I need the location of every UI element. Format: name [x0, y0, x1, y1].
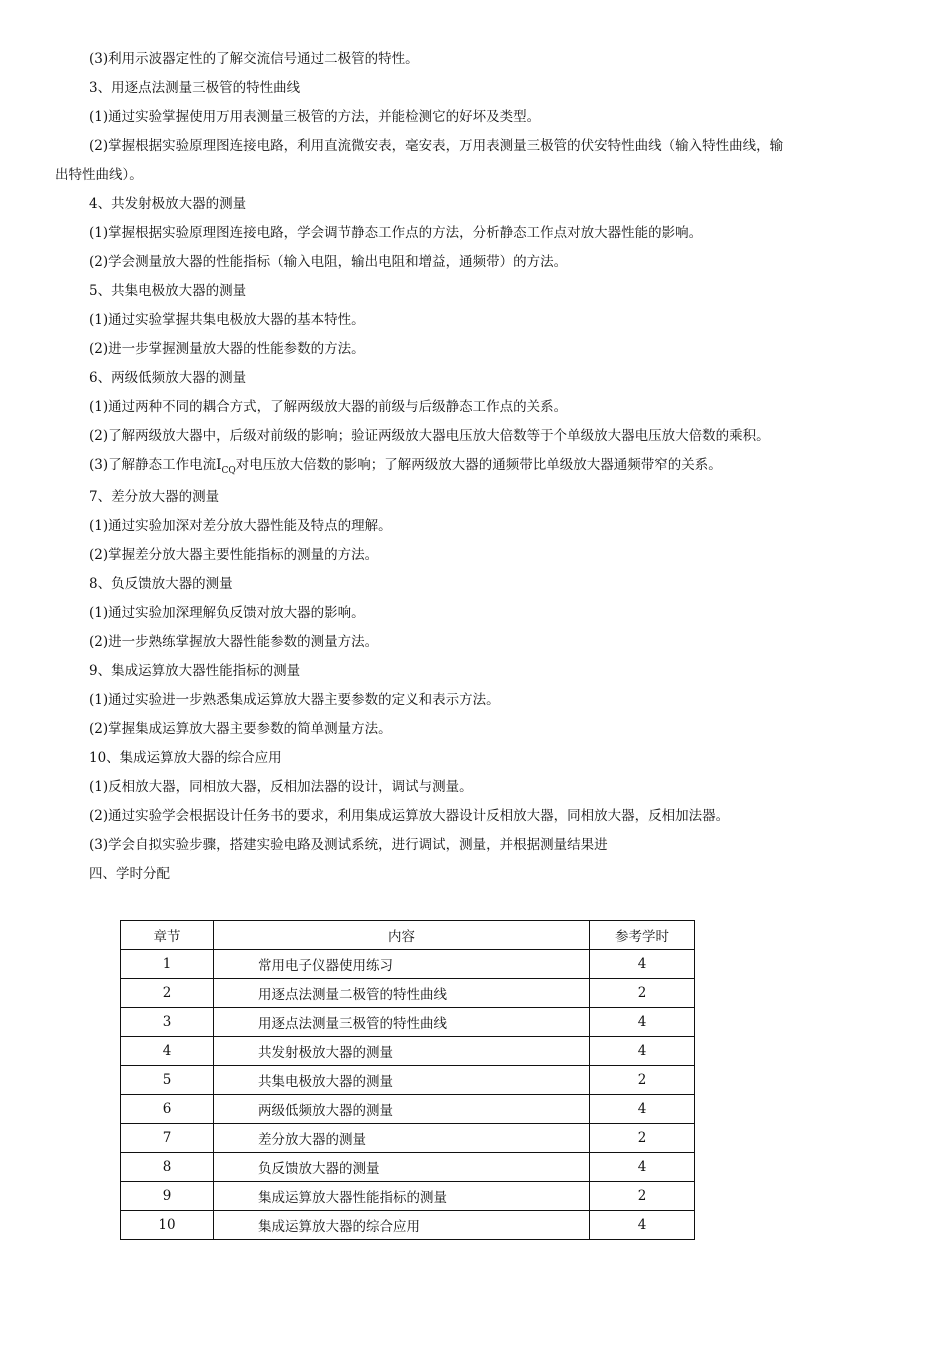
text-line: (2)了解两级放大器中，后级对前级的影响；验证两级放大器电压放大倍数等于个单级放大器电压放大倍数的乘积。 [89, 428, 770, 444]
cell-chapter: 9 [121, 1182, 214, 1211]
header-hours: 参考学时 [590, 921, 695, 950]
text-line: (1)通过实验掌握使用万用表测量三极管的方法，并能检测它的好坏及类型。 [89, 109, 541, 125]
section-heading: 4、共发射极放大器的测量 [89, 196, 247, 212]
cell-hours: 2 [590, 1124, 695, 1153]
cell-content: 集成运算放大器性能指标的测量 [214, 1182, 590, 1211]
text-line: (2)进一步熟练掌握放大器性能参数的测量方法。 [89, 634, 379, 650]
section-heading: 6、两级低频放大器的测量 [89, 370, 247, 386]
text-line: (2)掌握差分放大器主要性能指标的测量的方法。 [89, 547, 379, 563]
text-line: 出特性曲线）。 [55, 167, 143, 183]
cell-content: 用逐点法测量二极管的特性曲线 [214, 979, 590, 1008]
section-heading: 3、用逐点法测量三极管的特性曲线 [89, 80, 301, 96]
table-row [121, 1037, 695, 1066]
text-line: (2)掌握集成运算放大器主要参数的简单测量方法。 [89, 721, 392, 737]
text-line: (2)掌握根据实验原理图连接电路，利用直流微安表，毫安表，万用表测量三极管的伏安特性曲线（输入特性曲线，输 [89, 138, 784, 154]
section-heading: 10、集成运算放大器的综合应用 [89, 750, 282, 766]
cell-hours: 2 [590, 979, 695, 1008]
section-heading: 四、学时分配 [89, 866, 170, 882]
table-row [121, 1008, 695, 1037]
text-line: (1)通过实验加深理解负反馈对放大器的影响。 [89, 605, 365, 621]
cell-hours: 4 [590, 950, 695, 979]
cell-chapter: 2 [121, 979, 214, 1008]
text-line: (2)进一步掌握测量放大器的性能参数的方法。 [89, 341, 365, 357]
table-row [121, 1124, 695, 1153]
cell-chapter: 1 [121, 950, 214, 979]
cell-content: 常用电子仪器使用练习 [214, 950, 590, 979]
text-line: (2)学会测量放大器的性能指标（输入电阻，输出电阻和增益，通频带）的方法。 [89, 254, 568, 270]
cell-hours: 2 [590, 1066, 695, 1095]
text-line: (2)通过实验学会根据设计任务书的要求，利用集成运算放大器设计反相放大器，同相放大器，反相加法器。 [89, 808, 730, 824]
table-header-row [121, 921, 695, 950]
cell-content: 用逐点法测量三极管的特性曲线 [214, 1008, 590, 1037]
cell-hours: 4 [590, 1008, 695, 1037]
section-heading: 8、负反馈放大器的测量 [89, 576, 233, 592]
section-heading: 5、共集电极放大器的测量 [89, 283, 247, 299]
cell-chapter: 4 [121, 1037, 214, 1066]
icq-after: 对电压放大倍数的影响；了解两级放大器的通频带比单级放大器通频带窄的关系。 [235, 457, 722, 473]
cell-content: 集成运算放大器的综合应用 [214, 1211, 590, 1240]
cell-hours: 4 [590, 1037, 695, 1066]
text-line: (1)通过实验进一步熟悉集成运算放大器主要参数的定义和表示方法。 [89, 692, 500, 708]
section-heading: 9、集成运算放大器性能指标的测量 [89, 663, 301, 679]
text-line: (1)掌握根据实验原理图连接电路，学会调节静态工作点的方法，分析静态工作点对放大器性能的影响。 [89, 225, 703, 241]
text-line: (1)通过两种不同的耦合方式，了解两级放大器的前级与后级静态工作点的关系。 [89, 399, 568, 415]
cell-content: 共集电极放大器的测量 [214, 1066, 590, 1095]
hours-table [120, 920, 695, 1240]
table-row [121, 979, 695, 1008]
cell-hours: 4 [590, 1211, 695, 1240]
header-content: 内容 [214, 921, 590, 950]
table-row [121, 1182, 695, 1211]
cell-hours: 2 [590, 1182, 695, 1211]
text-line: (3)利用示波器定性的了解交流信号通过二极管的特性。 [89, 51, 419, 67]
section-heading: 7、差分放大器的测量 [89, 489, 220, 505]
table-row [121, 1153, 695, 1182]
table-row [121, 1066, 695, 1095]
cell-chapter: 3 [121, 1008, 214, 1037]
cell-content: 差分放大器的测量 [214, 1124, 590, 1153]
header-chapter: 章节 [121, 921, 214, 950]
text-line: (1)通过实验掌握共集电极放大器的基本特性。 [89, 312, 365, 328]
cell-chapter: 6 [121, 1095, 214, 1124]
cell-content: 两级低频放大器的测量 [214, 1095, 590, 1124]
text-line: (1)通过实验加深对差分放大器性能及特点的理解。 [89, 518, 392, 534]
text-line: (3)学会自拟实验步骤，搭建实验电路及测试系统，进行调试，测量，并根据测量结果进 [89, 837, 608, 853]
table-row [121, 1211, 695, 1240]
cell-hours: 4 [590, 1095, 695, 1124]
table-row [121, 1095, 695, 1124]
cell-hours: 4 [590, 1153, 695, 1182]
text-line-icq [89, 456, 722, 480]
table-row [121, 950, 695, 979]
cell-chapter: 8 [121, 1153, 214, 1182]
cell-chapter: 7 [121, 1124, 214, 1153]
cell-chapter: 10 [121, 1211, 214, 1240]
cell-content: 共发射极放大器的测量 [214, 1037, 590, 1066]
cell-chapter: 5 [121, 1066, 214, 1095]
icq-before: (3)了解静态工作电流I [89, 457, 222, 473]
cell-content: 负反馈放大器的测量 [214, 1153, 590, 1182]
text-line: (1)反相放大器，同相放大器，反相加法器的设计，调试与测量。 [89, 779, 473, 795]
icq-subscript: CQ [221, 466, 236, 476]
